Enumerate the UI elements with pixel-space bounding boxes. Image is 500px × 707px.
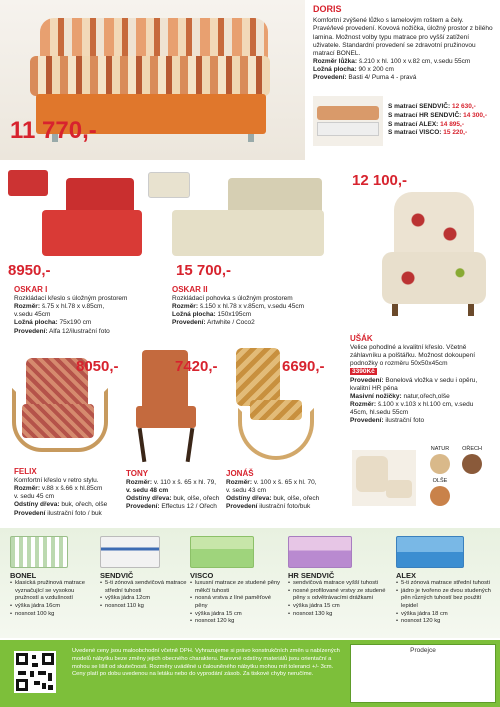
- mattress-feature: • výška jádra 18 cm: [396, 611, 496, 619]
- oskar2-plocha-label: Ložná plocha:: [172, 311, 216, 319]
- oskar2-proved-label: Provedení:: [172, 319, 206, 327]
- oskar1-rozmer-label: Rozměr:: [14, 303, 41, 311]
- mattress-feature: • výška jádra 15 cm: [288, 603, 388, 611]
- swatch-natur: [428, 446, 452, 474]
- mattress-features: [10, 580, 98, 618]
- mattress-price-row: [388, 121, 498, 130]
- usak-desc: Velice pohodlné a kvalitní křeslo. Včetně záhlavníku a polštářku. Možnost dokoupení podnožky o rozměru 50x50x45cm: [350, 344, 476, 368]
- tony-proved: Effectus 12 / Ořech: [161, 503, 217, 511]
- jonas-rozmer2: v. sedu 43 cm: [226, 487, 266, 495]
- mattress-feature: • luxusní matrace ze studené pěny měkčí tuhosti: [190, 580, 282, 595]
- jonas-drevo: buk, olše, ořech: [273, 495, 320, 503]
- usak-nozicky-label: Masivní nožičky:: [350, 392, 402, 400]
- tony-drevo: buk, olše, ořech: [173, 495, 220, 503]
- mattress-alex-image: [396, 536, 464, 568]
- oskar1-proved: Alfa 12/ilustrační foto: [49, 327, 110, 335]
- mattress-feature: • sendvičová matrace vyšší tuhosti: [288, 580, 388, 588]
- mattress-price-label: S matrací ALEX:: [388, 120, 439, 128]
- mattress-feature: • 5-ti zónová sendvičová matrace střední tuhosti: [100, 580, 188, 595]
- oskar1-proved-label: Provedení:: [14, 327, 48, 335]
- mattress-price-row: [388, 129, 498, 138]
- doris-rozmer-label: Rozměr lůžka:: [313, 57, 358, 65]
- mattress-feature: • nosné profilované vrstvy ze studené pěny s odvětrávacími drážkami: [288, 588, 388, 603]
- usak-proved2: ilustrační foto: [385, 417, 425, 425]
- jonas-back: [236, 348, 280, 406]
- mattress-feature: • nosnost 100 kg: [10, 611, 98, 619]
- doris-info: [313, 4, 495, 82]
- jonas-title: JONÁŠ: [226, 469, 254, 478]
- mattress-bonel-image: [10, 536, 68, 568]
- usak-title: UŠÁK: [350, 334, 373, 343]
- oskar2-seat: [172, 210, 324, 256]
- mattress-name: ALEX: [396, 571, 417, 580]
- tony-info: [126, 469, 236, 512]
- mattress-features: [100, 580, 188, 610]
- mattress-feature: • nosnost 120 kg: [396, 618, 496, 626]
- usak-proved: Bonelová vložka v sedu i opěru, kvalitní HR pěna: [350, 376, 478, 392]
- jonas-proved: ilustrační foto/buk: [259, 503, 311, 511]
- tony-leg: [138, 428, 147, 462]
- tony-leg: [186, 428, 195, 462]
- oskar2-rozmer: š.150 x hl.78 x v.85cm, v.sedu 45cm: [199, 303, 304, 311]
- qr-module: [48, 673, 52, 681]
- doris-price: 11 770,-: [10, 117, 97, 144]
- oskar1-info: [14, 285, 159, 336]
- doris-bed-leg: [248, 134, 254, 142]
- usak-rozmer-label: Rozměr:: [350, 400, 377, 408]
- qr-finder: [42, 653, 54, 665]
- jonas-frame: [238, 408, 314, 460]
- tony-drevo-label: Odstíny dřeva:: [126, 495, 172, 503]
- qr-module: [42, 683, 46, 689]
- mattress-feature: • výška jádra 12cm: [100, 595, 188, 603]
- mattress-price-row: [388, 112, 498, 121]
- mattress-feature: • nosnost 120 kg: [190, 618, 282, 626]
- tony-proved-label: Provedení:: [126, 503, 160, 511]
- usak-rozmer: š.100 x v.103 x hl.100 cm, v.sedu 45cm, hl.sedu 55cm: [350, 400, 474, 416]
- mattress-feature: • nosnost 130 kg: [288, 611, 388, 619]
- mattress-price-label: S matrací SENDVIČ:: [388, 103, 451, 110]
- doris-open-storage: [317, 122, 379, 136]
- swatch-label: NATUR: [430, 446, 450, 452]
- mattress-feature: • nosná vrstva z líné paměťové pěny: [190, 595, 282, 610]
- mattress-feature: • klasická pružinová matrace vyznačující se vysokou pružností a vzdušností: [10, 580, 98, 603]
- felix-price: 8050,-: [76, 358, 119, 375]
- footer-disclaimer: Uvedené ceny jsou maloobchodní včetně DPH. Vyhrazujeme si právo konstrukčních změn u nabízených modelů nábytku beze změny jejich obecného charakteru. Barevné odstíny materiálů jsou orientační a mohou se lišit od skutečnosti. Rozměry uváděné u čalouněného nábytku mohou mít toleranci +/- 3cm. Ceny platí po dobu uvedenou na letáku nebo do vyprodání zásob. Za tiskové chyby neručíme.: [72, 648, 340, 678]
- usak-footstool-image: [352, 450, 416, 506]
- mattress-features: [396, 580, 496, 625]
- mattress-feature: • nosnost 110 kg: [100, 603, 188, 611]
- doris-mattress-prices: [388, 103, 498, 138]
- swatch-olse-color: [430, 486, 450, 506]
- mattress-feature: • výška jádra 16cm: [10, 603, 98, 611]
- oskar1-title: OSKAR I: [14, 285, 48, 294]
- jonas-info: [226, 469, 346, 512]
- mattress-hr-sendvic-image: [288, 536, 352, 568]
- jonas-rozmer-label: Rozměr:: [226, 479, 253, 486]
- felix-drevo: buk, ořech, olše: [61, 501, 108, 509]
- mattress-price-label: S matrací VISCO:: [388, 129, 442, 137]
- felix-drevo-label: Odstíny dřeva:: [14, 501, 60, 509]
- oskar2-price: 15 700,-: [176, 262, 232, 279]
- jonas-price: 6690,-: [282, 358, 325, 375]
- felix-proved-label: Provedení: [14, 509, 46, 517]
- qr-module: [32, 663, 38, 667]
- qr-module: [48, 685, 53, 690]
- tony-price: 7420,-: [175, 358, 218, 375]
- jonas-drevo-label: Odstíny dřeva:: [226, 495, 272, 503]
- tony-title: TONY: [126, 469, 149, 478]
- doris-desc: Komfortní zvýšené lůžko s lamelovým roštem a čely. Pravé/levé provedení. Kovová nožička, úložný prostor z bílého lamina. Možnost volby typu matrace pro vyšší zatížení uživatele. Standardní provedení se zdravotní pružinovou matrací BONEL.: [313, 17, 493, 57]
- mattress-name: SENDVIČ: [100, 571, 134, 580]
- usak-podnozka: 3390Kč: [352, 368, 375, 376]
- tony-seat: [136, 406, 196, 428]
- mattress-name: HR SENDVIČ: [288, 571, 335, 580]
- usak-price: 12 100,-: [352, 172, 408, 189]
- mattress-price-value: 14 895,-: [440, 120, 465, 128]
- oskar2-image: [148, 172, 328, 262]
- felix-title: FELIX: [14, 467, 37, 476]
- mattress-price-label: S matrací HR SENDVIČ:: [388, 111, 462, 119]
- felix-armrest: [12, 388, 108, 452]
- doris-proved: Basti 4/ Puma 4 - pravá: [348, 74, 417, 82]
- felix-desc: Komfortní křeslo v retro stylu.: [14, 477, 99, 484]
- mattress-feature: • 5-ti zónová matrace střední tuhosti: [396, 580, 496, 588]
- oskar1-rozmer2: v.sedu 45cm: [14, 311, 51, 319]
- mattress-name: BONEL: [10, 571, 37, 580]
- usak-proved2-label: Provedení:: [350, 417, 384, 425]
- oskar2-title: OSKAR II: [172, 285, 208, 294]
- doris-rozmer: š.210 x hl. 100 x v.82 cm, v.sedu 55cm: [358, 57, 471, 65]
- mattress-price-value: 15 220,-: [443, 129, 468, 137]
- tony-rozmer2: v. sedu 48 cm: [126, 487, 169, 495]
- tony-rozmer-label: Rozměr:: [126, 479, 153, 486]
- qr-finder: [16, 679, 28, 691]
- oskar1-desc: Rozkládací křeslo s úložným prostorem: [14, 295, 128, 302]
- swatch-label: OŘECH: [462, 446, 482, 452]
- swatch-orech-color: [462, 454, 482, 474]
- mattress-sendvic: [100, 536, 188, 611]
- qr-module: [38, 671, 46, 675]
- jonas-proved-label: Provedení: [226, 503, 258, 511]
- usak-leg: [392, 304, 398, 316]
- doris-open-top: [317, 106, 379, 120]
- mattress-price-value: 14 300,-: [463, 111, 487, 119]
- mattress-name: VISCO: [190, 571, 214, 580]
- usak-mini-stool: [386, 480, 412, 498]
- oskar1-plocha: 75x190 cm: [59, 319, 92, 327]
- oskar1-rozmer: š.75 x hl.78 x v.85cm,: [41, 303, 105, 311]
- qr-module: [18, 671, 26, 675]
- swatch-label: OLŠE: [432, 478, 448, 484]
- swatch-olse: [428, 478, 452, 506]
- felix-rozmer2: v. sedu 45 cm: [14, 493, 54, 501]
- usak-leg: [468, 304, 474, 316]
- felix-rozmer-label: Rozměr:: [14, 485, 41, 493]
- qr-module: [32, 655, 36, 659]
- usak-image: [378, 188, 490, 328]
- qr-module: [30, 671, 34, 677]
- qr-finder: [16, 653, 28, 665]
- usak-swatches: [424, 446, 498, 506]
- oskar2-proved: Artwhite / Coco2: [207, 319, 255, 327]
- prodejce-box: [350, 644, 496, 703]
- mattress-alex: [396, 536, 496, 626]
- doris-plocha-label: Ložná plocha:: [313, 66, 357, 73]
- felix-rozmer: v.88 x š.66 x hl.85cm: [41, 485, 103, 493]
- mattress-sendvic-image: [100, 536, 160, 568]
- doris-title: DORIS: [313, 4, 342, 14]
- felix-info: [14, 467, 124, 518]
- qr-module: [34, 681, 40, 685]
- swatch-natur-color: [430, 454, 450, 474]
- mattress-visco: [190, 536, 282, 626]
- oskar1-seat: [42, 210, 142, 256]
- doris-bed-mattress: [30, 56, 270, 96]
- usak-proved-label: Provedení:: [350, 376, 384, 384]
- doris-proved-label: Provedení:: [313, 74, 347, 82]
- mattress-price-row: [388, 103, 498, 112]
- usak-mini-chair: [356, 456, 388, 492]
- felix-proved: ilustrační foto / buk: [47, 509, 102, 517]
- mattress-bonel: [10, 536, 98, 618]
- mattress-hr-sendvic: [288, 536, 388, 618]
- mattress-features: [190, 580, 282, 625]
- mattress-price-value: 12 630,-: [451, 103, 476, 110]
- oskar1-price: 8950,-: [8, 262, 51, 279]
- mattress-feature: • jádro je tvořeno ze dvou studených pěn různých tuhostí bez použití lepidel: [396, 588, 496, 611]
- swatch-orech: [460, 446, 484, 474]
- oskar2-rozmer-label: Rozměr:: [172, 303, 199, 311]
- usak-seat: [382, 252, 486, 304]
- oskar2-plocha: 150x195cm: [217, 311, 252, 319]
- oskar1-image: [8, 170, 138, 262]
- oskar2-small-image: [148, 172, 190, 198]
- oskar1-plocha-label: Ložná plocha:: [14, 319, 58, 327]
- tony-rozmer: v. 110 x š. 65 x hl. 79,: [153, 479, 217, 486]
- oskar2-info: [172, 285, 342, 328]
- prodejce-label: Prodejce: [410, 647, 436, 654]
- oskar1-small-image: [8, 170, 48, 196]
- usak-nozicky: natur,ořech,olše: [403, 392, 450, 400]
- mattress-features: [288, 580, 388, 618]
- usak-info: [350, 334, 492, 425]
- doris-plocha: 90 x 200 cm: [358, 66, 394, 73]
- mattress-visco-image: [190, 536, 254, 568]
- doris-open-image: [313, 96, 383, 146]
- qr-code[interactable]: [14, 651, 56, 693]
- jonas-rozmer: v. 100 x š. 65 x hl. 70,: [253, 479, 317, 486]
- oskar2-desc: Rozkládací pohovka s úložným prostorem: [172, 295, 293, 302]
- mattress-feature: • výška jádra 15 cm: [190, 611, 282, 619]
